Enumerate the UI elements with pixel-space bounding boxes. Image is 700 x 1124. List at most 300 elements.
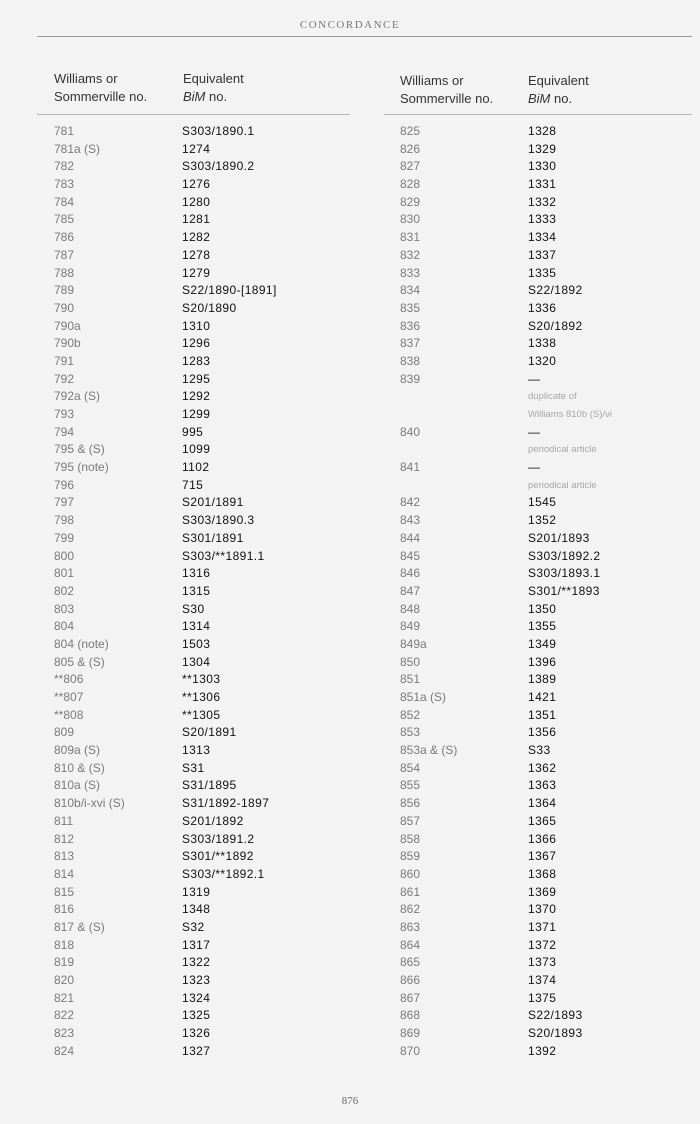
bim-equivalent: S33 <box>528 743 551 758</box>
bim-equivalent: 1331 <box>528 177 557 192</box>
bim-equivalent: S303/1890.3 <box>182 513 255 528</box>
williams-number: 805 & (S) <box>54 654 105 669</box>
williams-number: 837 <box>400 336 421 351</box>
bim-equivalent: S20/1892 <box>528 318 583 333</box>
williams-number: 815 <box>54 884 75 899</box>
concordance-row <box>54 158 354 176</box>
bim-equivalent: 1335 <box>528 265 557 280</box>
bim-equivalent: 1280 <box>182 194 211 209</box>
williams-number: 823 <box>54 1026 75 1041</box>
bim-equivalent: 1371 <box>528 919 557 934</box>
williams-number: 800 <box>54 548 75 563</box>
williams-number: 850 <box>400 654 421 669</box>
williams-number: 796 <box>54 477 75 492</box>
bim-equivalent: 1375 <box>528 990 557 1005</box>
concordance-row <box>54 388 354 406</box>
williams-header-line1: Williams or <box>54 71 118 86</box>
concordance-row <box>54 265 354 283</box>
williams-number: 852 <box>400 707 421 722</box>
concordance-row <box>54 300 354 318</box>
bim-equivalent: 1337 <box>528 247 557 262</box>
williams-number: 861 <box>400 884 421 899</box>
williams-number: 803 <box>54 601 75 616</box>
left-concordance-list <box>54 123 354 1060</box>
bim-equivalent: S22/1890-[1891] <box>182 283 277 298</box>
bim-equivalent: S303/1891.2 <box>182 831 255 846</box>
williams-number: 830 <box>400 212 421 227</box>
concordance-row <box>54 972 354 990</box>
no-label: no. <box>550 91 573 106</box>
williams-number: 792 <box>54 371 75 386</box>
header-rule <box>37 36 692 37</box>
bim-equivalent: 1319 <box>182 884 211 899</box>
concordance-row <box>54 937 354 955</box>
concordance-row <box>400 813 690 831</box>
entry-note: duplicate of <box>528 391 577 403</box>
bim-equivalent: 1322 <box>182 955 211 970</box>
williams-number: 870 <box>400 1043 421 1058</box>
bim-equivalent: 1396 <box>528 654 557 669</box>
bim-equivalent: S201/1892 <box>182 813 244 828</box>
concordance-row <box>54 229 354 247</box>
bim-equivalent: 1314 <box>182 619 211 634</box>
williams-number: 797 <box>54 495 75 510</box>
williams-number: 802 <box>54 583 75 598</box>
concordance-row <box>400 937 690 955</box>
williams-number: 828 <box>400 177 421 192</box>
concordance-row <box>400 724 690 742</box>
bim-equivalent: 1363 <box>528 778 557 793</box>
bim-equivalent: 1276 <box>182 177 211 192</box>
williams-number: 844 <box>400 530 421 545</box>
bim-equivalent: S303/1893.1 <box>528 566 601 581</box>
concordance-row <box>54 919 354 937</box>
williams-number: 843 <box>400 513 421 528</box>
bim-equivalent: 1365 <box>528 813 557 828</box>
concordance-row <box>54 601 354 619</box>
bim-equivalent: S31/1892-1897 <box>182 796 270 811</box>
concordance-row <box>400 618 690 636</box>
williams-number: 790b <box>54 336 81 351</box>
bim-equivalent: 1373 <box>528 955 557 970</box>
concordance-row <box>400 954 690 972</box>
bim-equivalent: 1327 <box>182 1043 211 1058</box>
williams-number: 836 <box>400 318 421 333</box>
bim-equivalent: 1313 <box>182 743 211 758</box>
williams-number: 831 <box>400 230 421 245</box>
bim-equivalent: 1282 <box>182 230 211 245</box>
concordance-row <box>54 1007 354 1025</box>
equivalent-header-line2 <box>183 88 244 106</box>
concordance-row <box>54 318 354 336</box>
bim-equivalent: 1333 <box>528 212 557 227</box>
concordance-row <box>54 353 354 371</box>
williams-number: 798 <box>54 513 75 528</box>
bim-equivalent: 1336 <box>528 300 557 315</box>
concordance-row <box>54 194 354 212</box>
concordance-row <box>400 335 690 353</box>
entry-note: Williams 810b (S)/vi <box>528 409 612 420</box>
left-williams-header <box>54 70 147 106</box>
williams-number: 827 <box>400 159 421 174</box>
williams-number: 864 <box>400 937 421 952</box>
bim-equivalent: 1332 <box>528 194 557 209</box>
concordance-row <box>400 742 690 760</box>
concordance-row <box>400 424 690 442</box>
bim-equivalent: 1317 <box>182 937 211 952</box>
concordance-row <box>400 689 690 707</box>
concordance-row <box>400 158 690 176</box>
bim-equivalent: S30 <box>182 601 205 616</box>
concordance-row <box>400 583 690 601</box>
concordance-row <box>54 954 354 972</box>
concordance-row <box>400 760 690 778</box>
entry-note: periodical article <box>528 444 597 456</box>
bim-equivalent: 1328 <box>528 124 557 138</box>
concordance-row <box>54 123 354 141</box>
concordance-row <box>400 1043 690 1061</box>
bim-equivalent: 1283 <box>182 353 211 368</box>
concordance-row <box>54 424 354 442</box>
right-williams-header <box>400 72 493 108</box>
williams-number: 869 <box>400 1026 421 1041</box>
williams-number: 855 <box>400 778 421 793</box>
williams-number: 814 <box>54 866 75 881</box>
concordance-row <box>400 901 690 919</box>
williams-number: 845 <box>400 548 421 563</box>
williams-number: 856 <box>400 796 421 811</box>
concordance-row <box>400 601 690 619</box>
bim-italic: BiM <box>183 89 206 104</box>
bim-equivalent: S20/1893 <box>528 1026 583 1041</box>
williams-number: 860 <box>400 866 421 881</box>
concordance-row <box>54 512 354 530</box>
williams-number: 820 <box>54 973 75 987</box>
williams-number: 816 <box>54 902 75 917</box>
williams-number: 792a (S) <box>54 389 101 404</box>
concordance-row <box>400 512 690 530</box>
concordance-row <box>54 494 354 512</box>
bim-equivalent: 1310 <box>182 318 211 333</box>
bim-equivalent: 1349 <box>528 636 557 651</box>
williams-number: 801 <box>54 566 75 581</box>
concordance-row <box>54 530 354 548</box>
williams-number: 849 <box>400 619 421 634</box>
bim-equivalent: 1292 <box>182 389 211 404</box>
concordance-row <box>54 211 354 229</box>
bim-equivalent: 1368 <box>528 866 557 881</box>
no-label: no. <box>205 89 228 104</box>
williams-header-line2: Sommerville no. <box>54 89 148 104</box>
concordance-row <box>54 777 354 795</box>
bim-equivalent: 1296 <box>182 336 211 351</box>
williams-number: 810 & (S) <box>54 760 105 775</box>
bim-equivalent: 1348 <box>182 902 211 917</box>
williams-number: 841 <box>400 460 421 475</box>
concordance-row <box>400 831 690 849</box>
bim-equivalent: 1320 <box>528 353 557 368</box>
williams-number: 832 <box>400 247 421 262</box>
bim-equivalent: 1545 <box>528 495 557 510</box>
williams-number: 812 <box>54 831 75 846</box>
concordance-row <box>54 707 354 725</box>
concordance-row <box>400 1025 690 1043</box>
bim-equivalent: S301/1891 <box>182 530 244 545</box>
williams-number: 842 <box>400 495 421 510</box>
concordance-row <box>400 265 690 283</box>
williams-number: 787 <box>54 247 75 262</box>
concordance-row <box>400 459 690 477</box>
bim-equivalent: 715 <box>182 477 204 492</box>
williams-number: 804 <box>54 619 75 634</box>
williams-number: 791 <box>54 353 75 368</box>
bim-equivalent: 1299 <box>182 407 211 421</box>
williams-number: 809a (S) <box>54 743 101 758</box>
concordance-row <box>400 494 690 512</box>
bim-equivalent: S31 <box>182 760 205 775</box>
bim-equivalent: 1338 <box>528 336 557 351</box>
bim-equivalent: 1326 <box>182 1026 211 1041</box>
concordance-row <box>400 123 690 141</box>
williams-number: 793 <box>54 407 75 421</box>
left-column-rule <box>37 114 350 115</box>
concordance-row <box>400 777 690 795</box>
bim-equivalent: 1325 <box>182 1008 211 1023</box>
concordance-row <box>54 406 354 424</box>
williams-number: 834 <box>400 283 421 298</box>
bim-equivalent: S20/1891 <box>182 725 237 740</box>
bim-equivalent: 1369 <box>528 884 557 899</box>
concordance-row <box>54 990 354 1008</box>
williams-number: 789 <box>54 283 75 298</box>
concordance-row <box>400 1007 690 1025</box>
concordance-row <box>54 583 354 601</box>
williams-number: 857 <box>400 813 421 828</box>
williams-number: 786 <box>54 230 75 245</box>
williams-number: 865 <box>400 955 421 970</box>
williams-number: 821 <box>54 990 75 1005</box>
concordance-row <box>54 247 354 265</box>
concordance-row <box>54 671 354 689</box>
concordance-row <box>400 530 690 548</box>
bim-equivalent: S303/**1891.1 <box>182 548 265 563</box>
williams-number: 851a (S) <box>400 690 447 704</box>
bim-equivalent: 1367 <box>528 849 557 864</box>
williams-number: 848 <box>400 601 421 616</box>
bim-equivalent: — <box>528 424 541 439</box>
concordance-row <box>54 1043 354 1061</box>
concordance-row <box>400 353 690 371</box>
williams-number: 809 <box>54 725 75 740</box>
concordance-row <box>54 848 354 866</box>
bim-equivalent: 1503 <box>182 636 211 651</box>
right-equivalent-header <box>528 72 589 108</box>
williams-number: 858 <box>400 831 421 846</box>
williams-number: 810b/i-xvi (S) <box>54 796 125 811</box>
concordance-row <box>400 795 690 813</box>
williams-number: 840 <box>400 424 421 439</box>
williams-number: 794 <box>54 424 75 439</box>
bim-equivalent: S20/1890 <box>182 300 237 315</box>
concordance-row <box>54 176 354 194</box>
concordance-row <box>400 176 690 194</box>
concordance-row <box>54 795 354 813</box>
concordance-row <box>400 300 690 318</box>
bim-equivalent: S303/**1892.1 <box>182 866 265 881</box>
bim-equivalent: 1279 <box>182 265 211 280</box>
concordance-row <box>400 707 690 725</box>
concordance-row <box>54 477 354 495</box>
concordance-row <box>54 884 354 902</box>
bim-equivalent: S301/**1893 <box>528 583 600 598</box>
bim-equivalent: 1392 <box>528 1043 557 1058</box>
bim-equivalent: 1316 <box>182 566 211 581</box>
williams-number: 781 <box>54 124 75 138</box>
bim-equivalent: 1278 <box>182 247 211 262</box>
page-number: 876 <box>341 1095 359 1107</box>
concordance-row <box>400 972 690 990</box>
bim-equivalent: 1355 <box>528 619 557 634</box>
concordance-row <box>400 884 690 902</box>
bim-equivalent: 1334 <box>528 230 557 245</box>
concordance-row <box>400 141 690 159</box>
williams-number: 819 <box>54 955 75 970</box>
williams-number: 863 <box>400 919 421 934</box>
bim-equivalent: 1274 <box>182 141 211 156</box>
williams-number: 795 & (S) <box>54 442 105 457</box>
williams-number: 854 <box>400 760 421 775</box>
concordance-row <box>400 477 690 495</box>
williams-number: 790a <box>54 318 81 333</box>
concordance-row <box>54 813 354 831</box>
williams-number: 822 <box>54 1008 75 1023</box>
williams-number: 784 <box>54 194 75 209</box>
concordance-row <box>54 441 354 459</box>
concordance-row <box>400 194 690 212</box>
bim-equivalent: 1323 <box>182 973 211 987</box>
concordance-row <box>54 831 354 849</box>
williams-number: 783 <box>54 177 75 192</box>
bim-equivalent: 1330 <box>528 159 557 174</box>
williams-number: **807 <box>54 690 84 704</box>
bim-equivalent: S303/1892.2 <box>528 548 601 563</box>
williams-number: 817 & (S) <box>54 919 105 934</box>
equivalent-header-line1: Equivalent <box>183 71 244 86</box>
williams-header-line1: Williams or <box>400 73 464 88</box>
concordance-row <box>54 618 354 636</box>
concordance-row <box>400 848 690 866</box>
bim-equivalent: 1350 <box>528 601 557 616</box>
bim-equivalent: **1306 <box>182 690 221 704</box>
williams-number: 799 <box>54 530 75 545</box>
concordance-row <box>54 141 354 159</box>
concordance-row <box>400 654 690 672</box>
bim-equivalent: 995 <box>182 424 204 439</box>
concordance-row <box>400 636 690 654</box>
concordance-row <box>54 689 354 707</box>
bim-equivalent: 1324 <box>182 990 211 1005</box>
bim-equivalent: 1099 <box>182 442 211 457</box>
bim-equivalent: 1352 <box>528 513 557 528</box>
williams-number: 847 <box>400 583 421 598</box>
concordance-row <box>54 742 354 760</box>
bim-equivalent: 1304 <box>182 654 211 669</box>
concordance-row <box>54 565 354 583</box>
bim-equivalent: **1303 <box>182 672 221 687</box>
williams-number: 851 <box>400 672 421 687</box>
concordance-row <box>400 318 690 336</box>
bim-equivalent: 1374 <box>528 973 557 987</box>
running-head: CONCORDANCE <box>299 19 401 31</box>
bim-equivalent: S32 <box>182 919 205 934</box>
williams-number: 781a (S) <box>54 141 101 156</box>
williams-number: 839 <box>400 371 421 386</box>
williams-number: 811 <box>54 813 74 828</box>
bim-equivalent: 1315 <box>182 583 211 598</box>
concordance-row <box>400 990 690 1008</box>
williams-number: 835 <box>400 300 421 315</box>
left-equivalent-header <box>183 70 244 106</box>
concordance-row <box>400 919 690 937</box>
bim-equivalent: S201/1893 <box>528 530 590 545</box>
williams-number: 859 <box>400 849 421 864</box>
williams-number: 866 <box>400 973 421 987</box>
williams-number: 795 (note) <box>54 460 109 475</box>
right-column-rule <box>384 114 692 115</box>
concordance-row <box>400 371 690 389</box>
williams-number: **808 <box>54 707 84 722</box>
concordance-row <box>54 1025 354 1043</box>
williams-number: 862 <box>400 902 421 917</box>
bim-equivalent: S31/1895 <box>182 778 237 793</box>
bim-equivalent: 1295 <box>182 371 211 386</box>
williams-number: 782 <box>54 159 75 174</box>
bim-equivalent: 1351 <box>528 707 557 722</box>
concordance-row <box>54 636 354 654</box>
williams-number: 833 <box>400 265 421 280</box>
bim-equivalent: 1362 <box>528 760 557 775</box>
bim-equivalent: 1356 <box>528 725 557 740</box>
concordance-row <box>400 548 690 566</box>
bim-equivalent: S303/1890.1 <box>182 124 255 138</box>
concordance-row <box>400 388 690 406</box>
concordance-row <box>54 548 354 566</box>
concordance-row <box>400 247 690 265</box>
bim-equivalent: 1421 <box>528 690 557 704</box>
concordance-row <box>54 459 354 477</box>
williams-number: 813 <box>54 849 75 864</box>
bim-equivalent: 1370 <box>528 902 557 917</box>
bim-equivalent: — <box>528 460 541 475</box>
williams-number: 846 <box>400 566 421 581</box>
williams-number: 853a & (S) <box>400 743 458 758</box>
concordance-row <box>400 671 690 689</box>
concordance-row <box>54 371 354 389</box>
concordance-row <box>54 654 354 672</box>
right-concordance-list <box>400 123 690 1060</box>
williams-number: 810a (S) <box>54 778 101 793</box>
bim-equivalent: 1364 <box>528 796 557 811</box>
bim-equivalent: S22/1893 <box>528 1008 583 1023</box>
concordance-row <box>400 229 690 247</box>
bim-equivalent: S303/1890.2 <box>182 159 255 174</box>
bim-equivalent: 1389 <box>528 672 557 687</box>
bim-equivalent: 1281 <box>182 212 211 227</box>
williams-number: **806 <box>54 672 84 687</box>
bim-italic: BiM <box>528 91 551 106</box>
williams-number: 826 <box>400 141 421 156</box>
williams-number: 788 <box>54 265 75 280</box>
